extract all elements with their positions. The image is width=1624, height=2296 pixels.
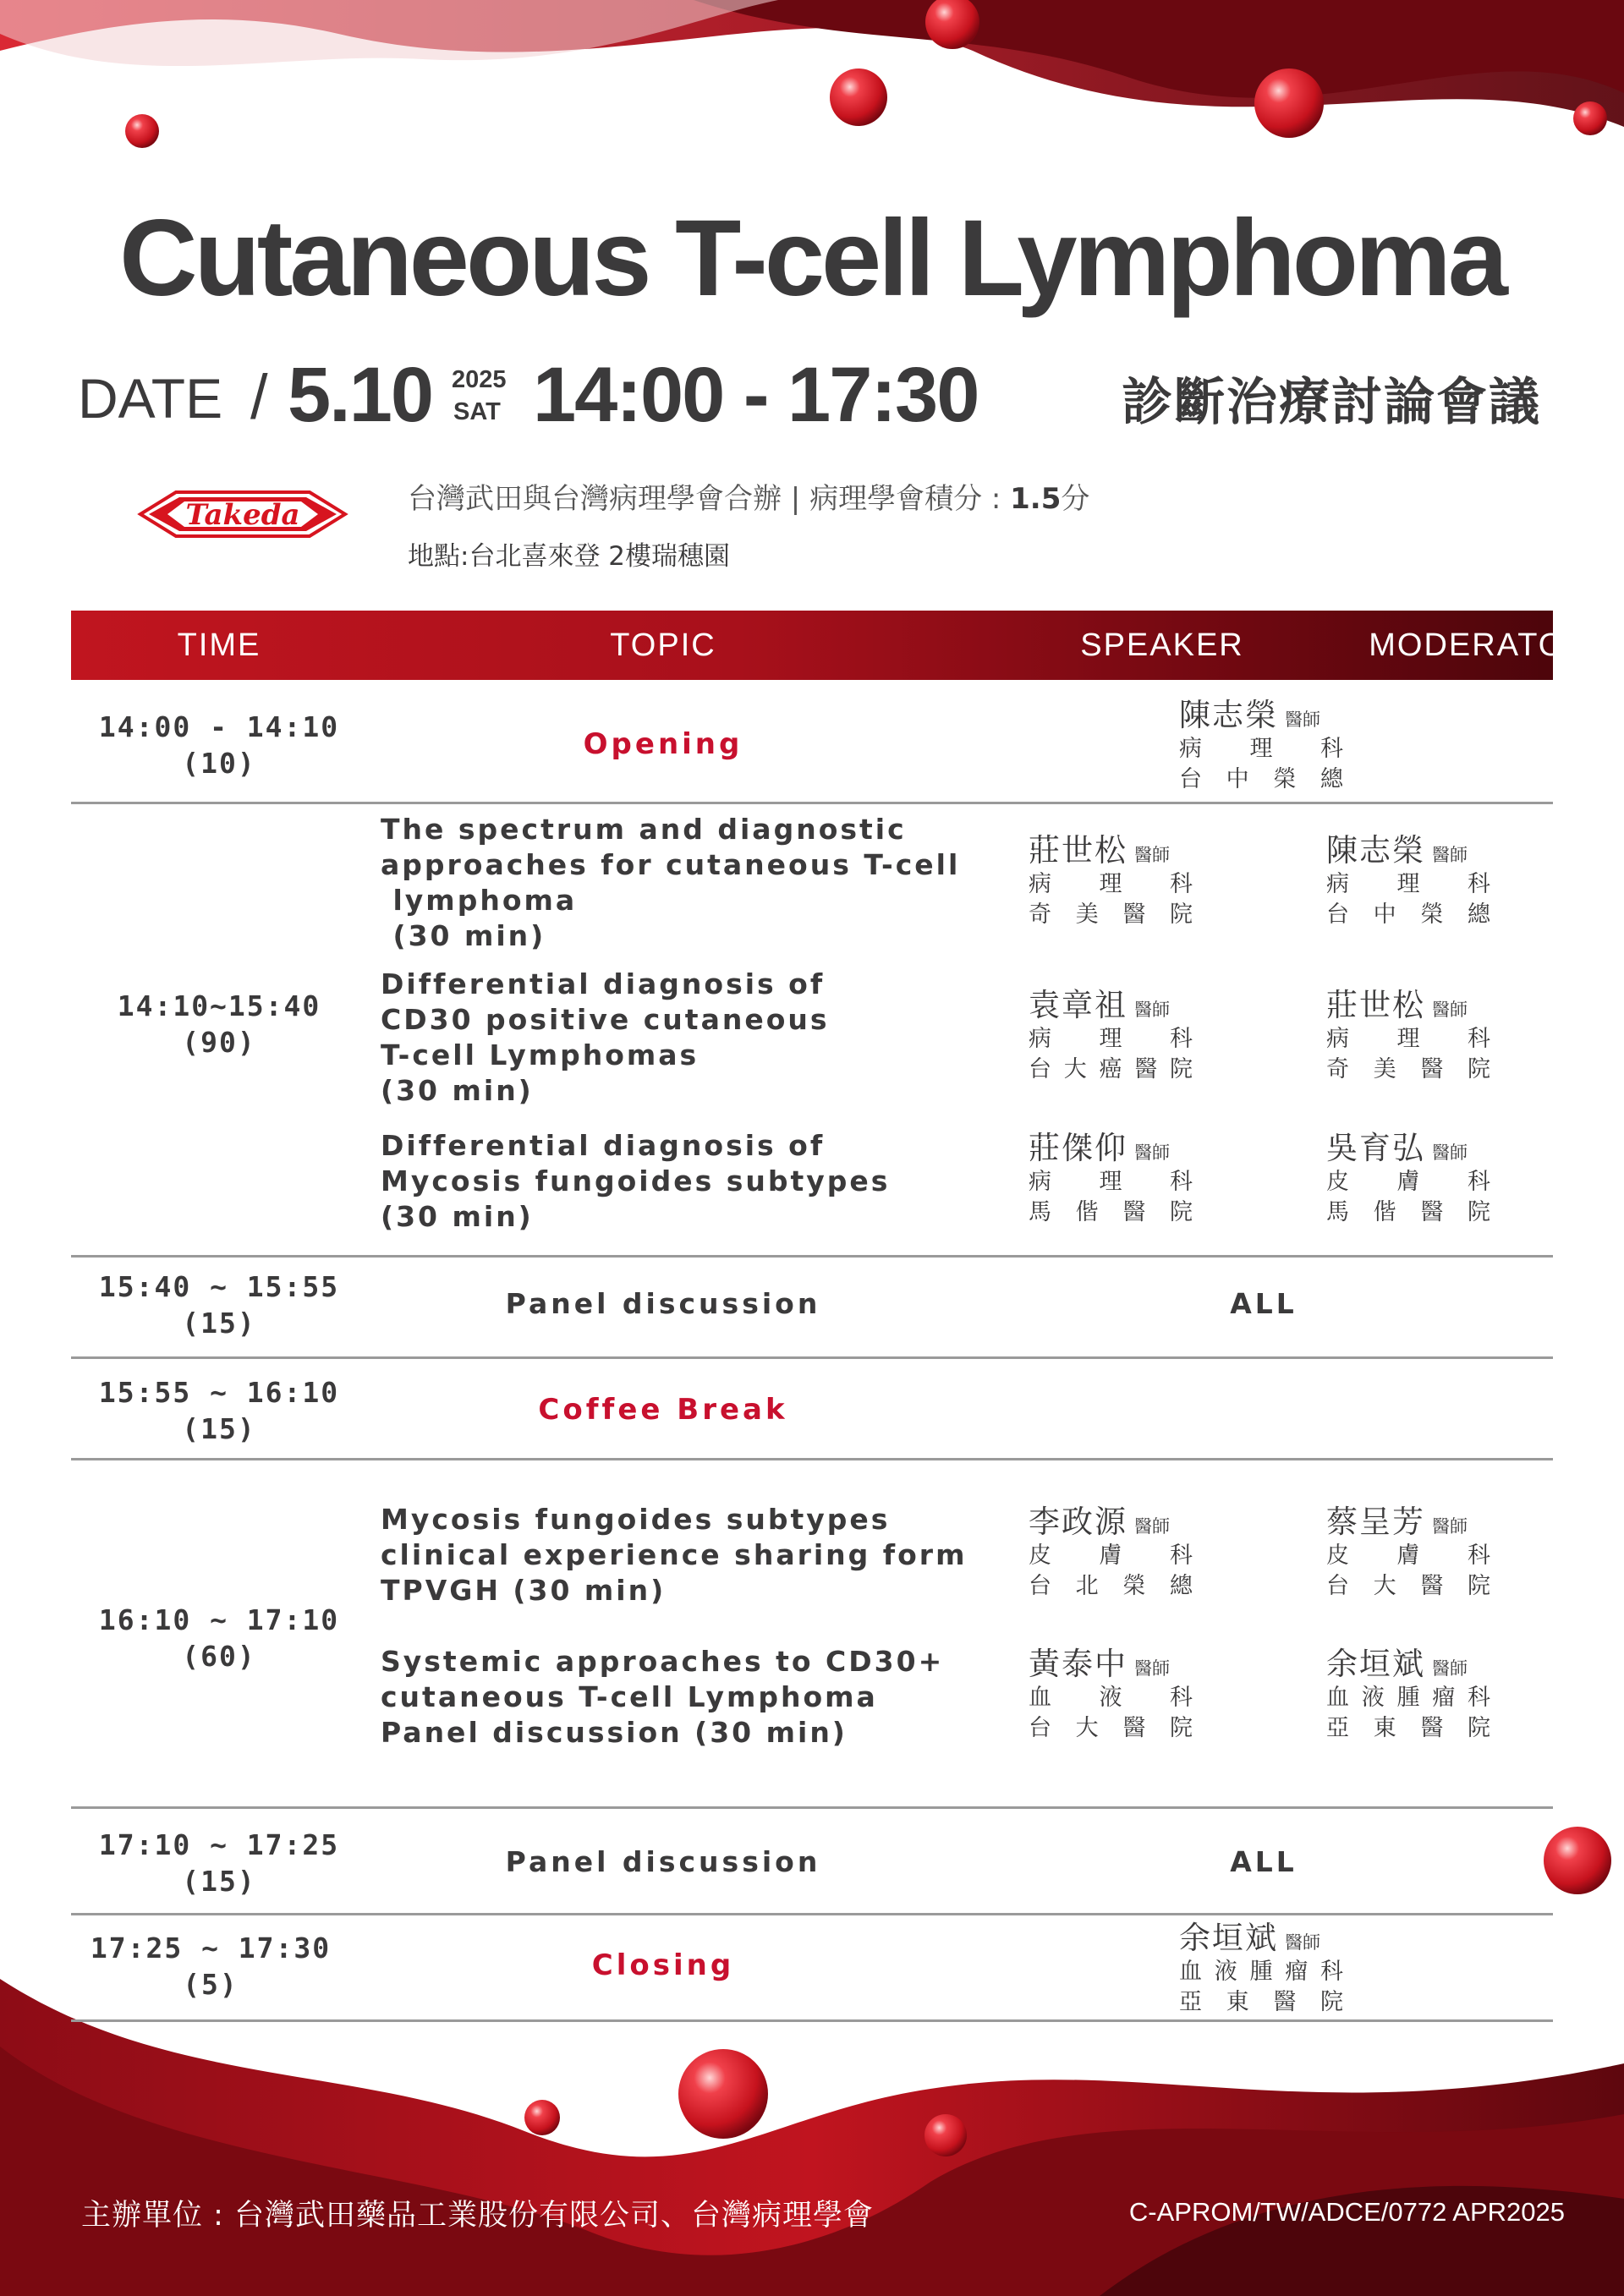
time-range: 17:10 ~ 17:25 (98, 1828, 340, 1861)
topic-panel-discussion: Panel discussion (505, 1287, 821, 1320)
table-header (71, 611, 1590, 680)
row-divider (71, 1806, 1553, 1809)
person-dept: 皮 膚 科 (1029, 1543, 1193, 1569)
row-divider (71, 802, 1553, 804)
time-range: 14:10~15:40 (117, 989, 321, 1022)
time-duration: (10) (182, 747, 256, 780)
table-row-time (71, 1930, 350, 2003)
person-name: 余垣斌 醫師 (1326, 1646, 1468, 1682)
chinese-title: 診斷治療討論會議 (1122, 373, 1541, 432)
person-name: 陳志榮 醫師 (1179, 697, 1320, 733)
topic-panel-discussion: Panel discussion (505, 1845, 821, 1878)
time-duration: (15) (182, 1307, 256, 1340)
talk-topic: Differential diagnosis of CD30 positive cutaneous T-cell Lymphomas (30 min) (381, 967, 830, 1107)
table-row-time (71, 1374, 367, 1447)
person-hospital: 台 中 榮 總 (1179, 766, 1343, 792)
moderator-card (1326, 1504, 1495, 1602)
credit-unit: 分 (1061, 482, 1090, 516)
person-hospital: 台 大 醫 院 (1326, 1573, 1490, 1599)
topic-coffee-break: Coffee Break (538, 1393, 788, 1427)
row-divider (71, 1356, 1553, 1359)
time-range: 17:25 ~ 17:30 (90, 1932, 332, 1964)
table-row-time (71, 1269, 367, 1341)
table-row-time (71, 988, 367, 1060)
person-dept: 病 理 科 (1179, 736, 1343, 762)
time-range: 14:00 - 14:10 (98, 710, 340, 743)
person-hospital: 台 大 醫 院 (1029, 1715, 1193, 1741)
person-hospital: 馬 偕 醫 院 (1326, 1199, 1490, 1225)
footer-code: C-APROM/TW/ADCE/0772 APR2025 (1128, 2197, 1565, 2227)
date-label: DATE (78, 367, 223, 430)
speaker-card (1029, 1646, 1198, 1744)
person-name: 莊傑仰 醫師 (1029, 1130, 1170, 1166)
person-name: 莊世松 醫師 (1326, 987, 1468, 1023)
person-hospital: 亞 東 醫 院 (1179, 1989, 1343, 2015)
time-range: 16:10 ~ 17:10 (98, 1603, 340, 1636)
person-name: 吳育弘 醫師 (1326, 1130, 1468, 1166)
time-duration: (90) (182, 1026, 256, 1059)
talk-topic: Mycosis fungoides subtypes clinical experience sharing form TPVGH (30 min) (381, 1503, 968, 1607)
person-dept: 病 理 科 (1029, 871, 1193, 897)
date-weekday: SAT (453, 398, 501, 425)
person-dept: 皮 膚 科 (1326, 1169, 1490, 1195)
time-range: 15:55 ~ 16:10 (98, 1376, 340, 1409)
person-hospital: 馬 偕 醫 院 (1029, 1199, 1193, 1225)
person-dept: 皮 膚 科 (1326, 1543, 1490, 1569)
person-name: 莊世松 醫師 (1029, 832, 1170, 869)
person-name: 蔡呈芳 醫師 (1326, 1504, 1468, 1540)
person-hospital: 台 中 榮 總 (1326, 901, 1490, 928)
person-hospital: 奇 美 醫 院 (1326, 1056, 1490, 1082)
speaker-all: ALL (1230, 1845, 1298, 1878)
time-duration: (15) (182, 1865, 256, 1898)
time-duration: (60) (182, 1640, 256, 1673)
person-hospital: 奇 美 醫 院 (1029, 901, 1193, 928)
person-dept: 血 液 腫 瘤 科 (1326, 1685, 1490, 1711)
person-name: 李政源 醫師 (1029, 1504, 1170, 1540)
takeda-logo (134, 475, 352, 551)
time-duration: (15) (182, 1412, 256, 1445)
person-dept: 病 理 科 (1029, 1026, 1193, 1052)
moderator-card (1179, 697, 1348, 795)
topic-opening: Opening (583, 727, 743, 761)
row-divider (71, 1458, 1553, 1460)
person-hospital: 台 大 癌 醫 院 (1029, 1056, 1193, 1082)
moderator-card (1326, 1130, 1495, 1228)
topic-closing: Closing (591, 1948, 735, 1982)
date-year: 2025 (452, 366, 507, 393)
organizer-text: 台灣武田與台灣病理學會合辦 | 病理學會積分 : (408, 482, 1011, 516)
person-name: 陳志榮 醫師 (1326, 832, 1468, 869)
person-dept: 病 理 科 (1326, 1026, 1490, 1052)
person-hospital: 亞 東 醫 院 (1326, 1715, 1490, 1741)
moderator-card (1326, 832, 1495, 930)
date-day: 5.10 (288, 352, 433, 438)
speaker-card (1029, 1504, 1198, 1602)
moderator-card (1326, 1646, 1495, 1744)
credit-value: 1.5 (1010, 482, 1062, 516)
person-name: 袁章祖 醫師 (1029, 987, 1170, 1023)
speaker-card (1029, 987, 1198, 1085)
time-duration: (5) (183, 1968, 239, 2001)
date-time: 14:00 - 17:30 (533, 352, 979, 438)
person-dept: 血 液 腫 瘤 科 (1179, 1959, 1343, 1985)
page-title: Cutaneous T-cell Lymphoma (119, 198, 1505, 319)
person-name: 黃泰中 醫師 (1029, 1646, 1170, 1682)
time-range: 15:40 ~ 15:55 (98, 1270, 340, 1303)
header-speaker: SPEAKER (1080, 627, 1244, 663)
footer-organizer: 主辦單位 : 台灣武田藥品工業股份有限公司、台灣病理學會 (81, 2199, 875, 2233)
venue: 地點:台北喜來登 2樓瑞穗園 (408, 541, 731, 572)
table-row-time (71, 1602, 367, 1674)
speaker-card (1029, 832, 1198, 930)
speaker-all: ALL (1230, 1287, 1298, 1320)
header-time: TIME (177, 627, 261, 663)
row-divider (71, 2019, 1553, 2022)
person-hospital: 台 北 榮 總 (1029, 1573, 1193, 1599)
person-dept: 血 液 科 (1029, 1685, 1193, 1711)
talk-topic: Differential diagnosis of Mycosis fungoides subtypes (30 min) (381, 1129, 891, 1233)
header-topic: TOPIC (610, 627, 716, 663)
table-row-time (71, 1827, 367, 1899)
person-dept: 病 理 科 (1029, 1169, 1193, 1195)
header-moderator: MODERATOR (1369, 627, 1590, 663)
date-slash: / (250, 362, 268, 432)
talk-topic: Systemic approaches to CD30+ cutaneous T-cell Lymphoma Panel discussion (30 min) (381, 1645, 945, 1749)
person-name: 余垣斌 醫師 (1179, 1920, 1320, 1956)
row-divider (71, 1913, 1553, 1915)
moderator-card (1179, 1920, 1348, 2018)
talk-topic: The spectrum and diagnostic approaches for cutaneous T-cell lymphoma (30 min) (381, 813, 961, 952)
logo-wordmark: Takeda (185, 498, 300, 532)
organizer-line (408, 475, 1089, 517)
moderator-card (1326, 987, 1495, 1085)
person-dept: 病 理 科 (1326, 871, 1490, 897)
row-divider (71, 1255, 1553, 1258)
speaker-card (1029, 1130, 1198, 1228)
table-row-time (71, 709, 367, 781)
